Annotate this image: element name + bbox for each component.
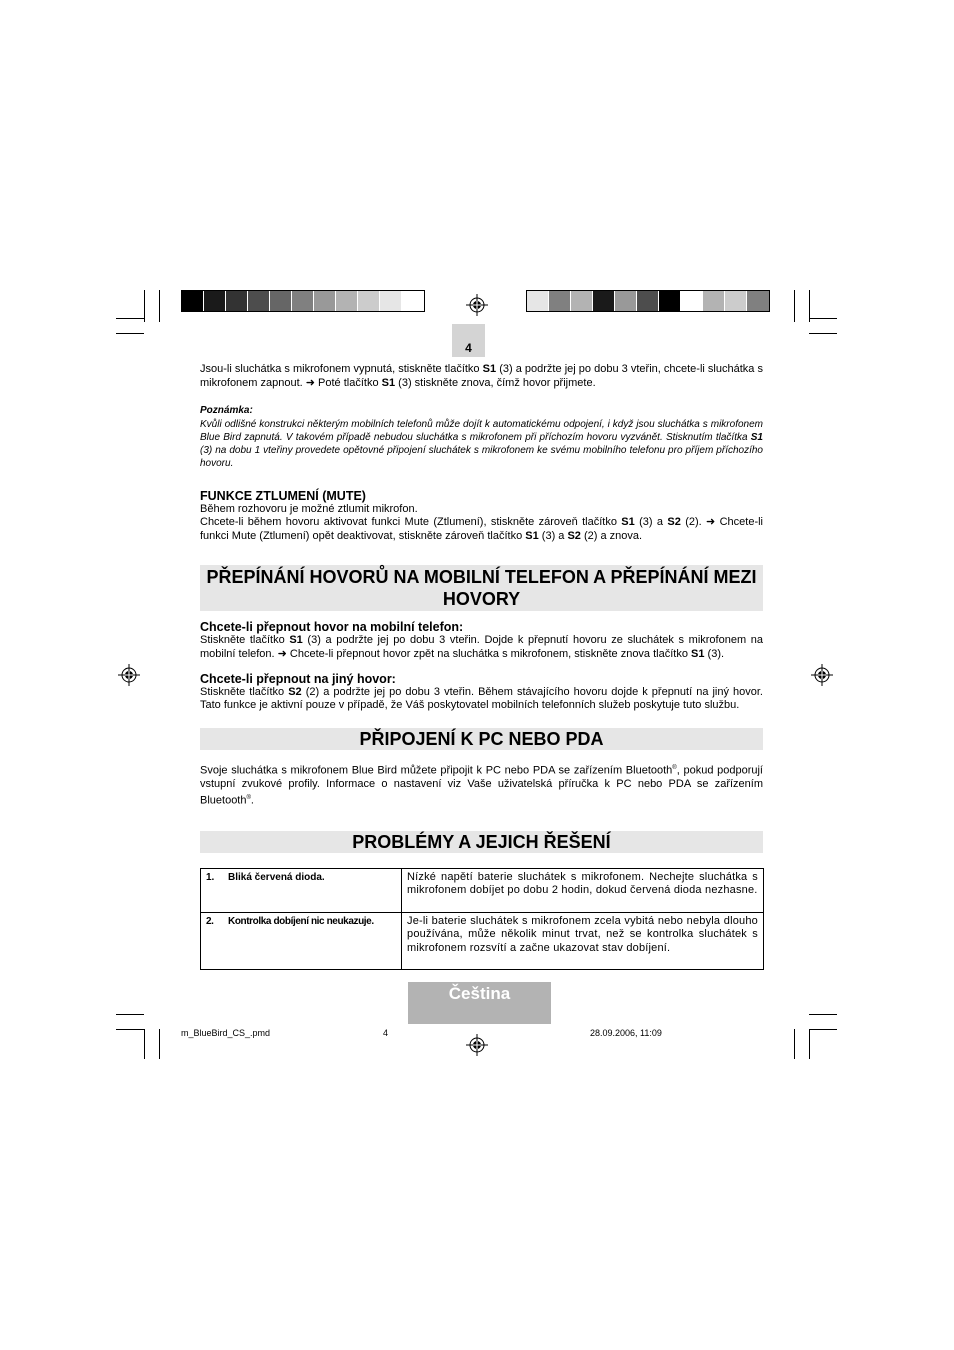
color-swatch: [336, 291, 358, 311]
crop-mark: [794, 1029, 795, 1059]
color-swatch: [358, 291, 380, 311]
mute-paragraph: Chcete-li během hovoru aktivovat funkci Mute (Ztlumení), stiskněte zároveň tlačítko S1 (3) a S2 (2). ➜ Chcete-li funkci Mute (Ztlumení) opět deaktivovat, stiskněte zároveň tlačítko S1 (3) a S2 (2) a znova.: [200, 516, 763, 542]
crop-mark: [116, 1029, 144, 1030]
crop-mark: [809, 1029, 837, 1030]
color-swatch: [380, 291, 402, 311]
registration-mark-icon: [466, 1034, 488, 1056]
mute-line: Během rozhovoru je možné ztlumit mikrofon.: [200, 502, 418, 515]
footer-page: 4: [383, 1028, 389, 1038]
solution-cell: Je-li baterie sluchátek s mikrofonem zcela vybitá nebo nebyla dlouho používána, může několik minut trvat, než se kontrolka sluchátek s mikrofonem rozsvítí a začne ukazovat stav dobíjení.: [402, 912, 764, 970]
problem-cell: 2. Kontrolka dobíjení nic neukazuje.: [201, 912, 402, 970]
color-swatch: [248, 291, 270, 311]
registration-mark-icon: [811, 664, 833, 686]
color-swatch: [615, 291, 637, 311]
crop-mark: [116, 333, 144, 334]
color-swatch: [593, 291, 615, 311]
color-swatch: [204, 291, 226, 311]
registration-mark-icon: [466, 294, 488, 316]
intro-paragraph: Jsou-li sluchátka s mikrofonem vypnutá, stiskněte tlačítko S1 (3) a podržte jej po dobu 3 vteřin, chcete-li sluchátka s mikrofonem zapnout. ➜ Poté tlačítko S1 (3) stiskněte znova, čímž hovor přijmete.: [200, 363, 763, 389]
mute-heading: FUNKCE ZTLUMENÍ (MUTE): [200, 488, 366, 503]
switch-paragraph-2: Stiskněte tlačítko S2 (2) a podržte jej po dobu 3 vteřin. Během stávajícího hovoru dojde k přepnutí na jiný hovor. Tato funkce je aktivní pouze v případě, že Váš poskytovatel mobilních telefonních služeb poskytuje tuto službu.: [200, 685, 763, 712]
crop-mark: [794, 290, 795, 322]
language-tab: [408, 982, 551, 1024]
color-swatch: [681, 291, 703, 311]
registration-mark-icon: [118, 664, 140, 686]
color-swatch: [725, 291, 747, 311]
solution-cell: Nízké napětí baterie sluchátek s mikrofonem. Nechejte sluchátka s mikrofonem dobíjet po dobu 2 hodin, dokud červená dioda nezhasne.: [402, 868, 764, 912]
crop-mark: [809, 1014, 837, 1015]
section-band-pc: PŘIPOJENÍ K PC NEBO PDA: [200, 728, 763, 750]
switch-subheading-1: Chcete-li přepnout hovor na mobilní telefon:: [200, 620, 464, 635]
color-bar-right: [526, 290, 770, 312]
crop-mark: [116, 318, 144, 319]
crop-mark: [809, 1029, 810, 1059]
crop-mark: [159, 290, 160, 322]
color-swatch: [226, 291, 248, 311]
color-swatch: [527, 291, 549, 311]
color-swatch: [314, 291, 336, 311]
problem-cell: 1. Bliká červená dioda.: [201, 868, 402, 912]
footer-filename: m_BlueBird_CS_.pmd: [181, 1028, 271, 1038]
color-swatch: [747, 291, 769, 311]
problems-table: [200, 868, 764, 971]
main-content: [200, 363, 763, 970]
color-swatch: [292, 291, 314, 311]
color-bar-left: [181, 290, 425, 312]
footer-date: 28.09.2006, 11:09: [590, 1028, 662, 1038]
crop-mark: [809, 333, 837, 334]
note-title: Poznámka:: [200, 405, 253, 417]
color-swatch: [402, 291, 424, 311]
section-band-problems: PROBLÉMY A JEJICH ŘEŠENÍ: [200, 831, 763, 853]
table-row: [201, 868, 764, 912]
color-swatch: [182, 291, 204, 311]
color-swatch: [549, 291, 571, 311]
crop-mark: [116, 1014, 144, 1015]
table-row: [201, 912, 764, 970]
crop-mark: [159, 1029, 160, 1059]
crop-mark: [809, 318, 837, 319]
color-swatch: [637, 291, 659, 311]
color-swatch: [571, 291, 593, 311]
page-number-box: [452, 324, 485, 357]
page-number: 4: [465, 341, 472, 355]
crop-mark: [144, 1029, 145, 1059]
crop-mark: [144, 290, 145, 322]
language-label: Čeština: [448, 984, 511, 1003]
section-band-switching: PŘEPÍNÁNÍ HOVORŮ NA MOBILNÍ TELEFON A PŘEPÍNÁNÍ MEZI HOVORY: [200, 565, 763, 611]
switch-subheading-2: Chcete-li přepnout na jiný hovor:: [200, 671, 396, 686]
color-swatch: [270, 291, 292, 311]
pc-paragraph: Svoje sluchátka s mikrofonem Blue Bird můžete připojit k PC nebo PDA se zařízením Bluetooth®, pokud podporují vstupní zvukové profily. Informace o nastavení viz Vaše uživatelská příručka k PC nebo PDA se zařízením Bluetooth®.: [200, 764, 763, 807]
color-swatch: [659, 291, 681, 311]
switch-paragraph-1: Stiskněte tlačítko S1 (3) a podržte jej po dobu 3 vteřin. Dojde k přepnutí hovoru ze sluchátek s mikrofonem na mobilní telefon. ➜ Chcete-li přepnout hovor zpět na sluchátka s mikrofonem, stiskněte znova tlačítko S1 (3).: [200, 634, 763, 660]
color-swatch: [703, 291, 725, 311]
note-text: Kvůli odlišné konstrukci některým mobilních telefonů může dojít k automatickému odpojení, i když jsou sluchátka s mikrofonem Blue Bird zapnutá. V takovém případě nebudou sluchátka s mikrofonem při příchozím hovoru vyzvánět. Stisknutím tlačítka S1 (3) na dobu 1 vteřiny provedete opětovné připojení sluchátek s mikrofonem ke svému mobilního telefonu pro příjem příchozího hovoru.: [200, 418, 763, 470]
